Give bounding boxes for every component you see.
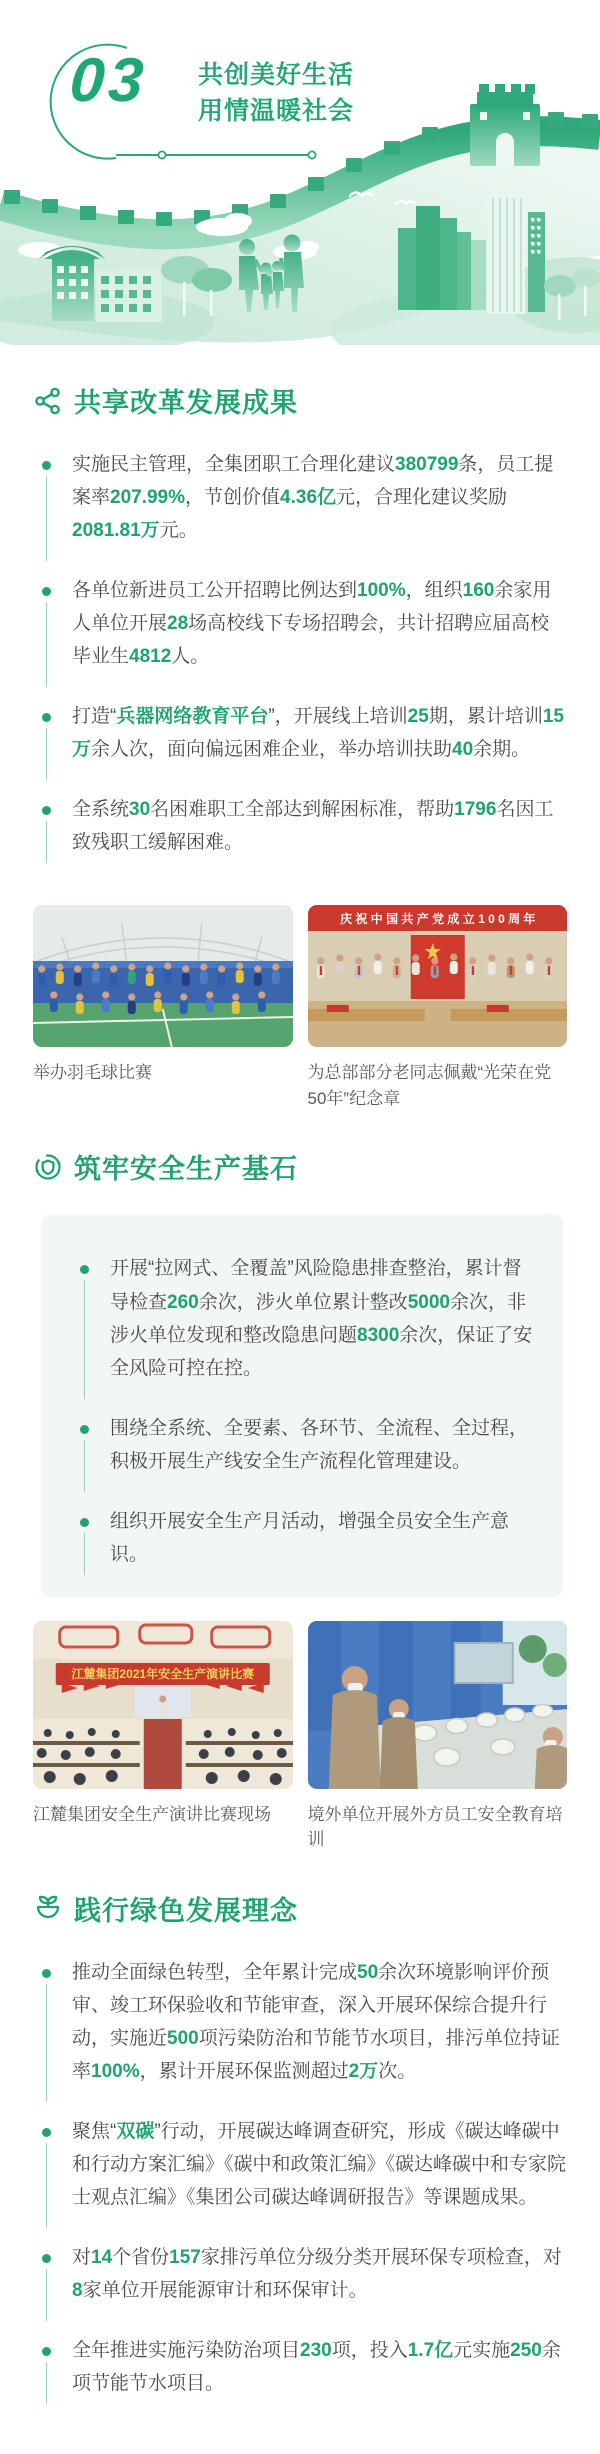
photo-row-1 xyxy=(33,905,567,1111)
section-green-development xyxy=(33,1889,567,2401)
photo-figure xyxy=(33,1621,293,1853)
photo-banner-text: 江麓集团2021年安全生产演讲比赛 xyxy=(71,1666,255,1681)
photo-banner-text: 庆 祝 中 国 共 产 党 成 立 1 0 0 周 年 xyxy=(339,912,535,927)
chapter-title-line-2: 用情温暖社会 xyxy=(198,96,355,125)
photo-caption: 境外单位开展外方员工安全教育培训 xyxy=(307,1804,563,1850)
chapter-logo xyxy=(30,22,390,182)
photo-badminton-match xyxy=(33,905,293,1047)
photo-caption: 为总部部分老同志佩戴“光荣在党50年”纪念章 xyxy=(307,1063,552,1108)
bullet-item: 实施民主管理，全集团职工合理化建议380799条，员工提案率207.99%，节创价值4.36亿元，合理化建议奖励2081.81万元。 xyxy=(33,448,567,547)
section-heading xyxy=(33,381,567,420)
photo-safety-training xyxy=(308,1621,568,1789)
watchtower xyxy=(470,84,540,166)
bullet-list xyxy=(33,448,567,859)
photo-figure xyxy=(308,1621,568,1853)
plant-icon xyxy=(33,1893,63,1923)
bullet-item: 组织开展安全生产月活动，增强全员安全生产意识。 xyxy=(71,1505,535,1571)
report-content xyxy=(0,381,600,2454)
section-heading xyxy=(33,1889,567,1928)
section-heading xyxy=(33,1147,567,1186)
photo-caption: 举办羽毛球比赛 xyxy=(33,1063,152,1083)
bullet-item: 打造“兵器网络教育平台”，开展线上培训25期，累计培训15万余人次，面向偏远困难企业，举办培训扶助40余期。 xyxy=(33,700,567,766)
section-title: 筑牢安全生产基石 xyxy=(74,1154,298,1185)
photo-row-2 xyxy=(33,1621,567,1853)
bullet-item: 聚焦“双碳”行动，开展碳达峰调查研究，形成《碳达峰碳中和行动方案汇编》《碳中和政策汇编》《碳达峰碳中和专家院士观点汇编》《集团公司碳达峰调研报告》等课题成果。 xyxy=(33,2115,567,2214)
chapter-number: 03 xyxy=(67,46,150,115)
photo-speech-contest xyxy=(33,1621,293,1789)
share-icon xyxy=(33,386,63,416)
bullet-item: 全系统30名困难职工全部达到解困标准，帮助1796名因工致残职工缓解困难。 xyxy=(33,793,567,859)
section-safety-foundation xyxy=(33,1147,567,1596)
section-reform-achievements xyxy=(33,381,567,859)
shield-icon xyxy=(33,1152,63,1182)
photo-figure xyxy=(33,905,293,1111)
bullet-item: 对14个省份157家排污单位分级分类开展环保专项检查，对8家单位开展能源审计和环保审计。 xyxy=(33,2241,567,2307)
bullet-item: 围绕全系统、全要素、各环节、全流程、全过程，积极开展生产线安全生产流程化管理建设。 xyxy=(71,1412,535,1478)
chapter-title-line-1: 共创美好生活 xyxy=(198,61,355,89)
chapter-title xyxy=(198,58,354,129)
photo-caption: 江麓集团安全生产演讲比赛现场 xyxy=(33,1804,271,1824)
photo-medal-ceremony xyxy=(308,905,568,1047)
bullet-list xyxy=(33,1956,567,2401)
bullet-list xyxy=(71,1252,535,1570)
section-title: 共享改革发展成果 xyxy=(74,388,298,418)
bullet-item: 各单位新进员工公开招聘比例达到100%，组织160余家用人单位开展28场高校线下专场招聘会，共计招聘应届高校毕业生4812人。 xyxy=(33,574,567,673)
bullet-item: 推动全面绿色转型，全年累计完成50余次环境影响评价预审、竣工环保验收和节能审查，深入开展环保综合提升行动，实施近500项污染防治和节能节水项目，排污单位持证率100%，累计开展环保监测超过2万次。 xyxy=(33,1956,567,2088)
bullet-item: 全年推进实施污染防治项目230项，投入1.7亿元实施250余项节能节水项目。 xyxy=(33,2334,567,2400)
bullet-item: 开展“拉网式、全覆盖”风险隐患排查整治，累计督导检查260余次，涉火单位累计整改5000余次，非涉火单位发现和整改隐患问题8300余次，保证了安全风险可控在控。 xyxy=(71,1252,535,1384)
safety-highlight-box xyxy=(41,1214,563,1596)
hero-header xyxy=(0,0,600,345)
section-title: 践行绿色发展理念 xyxy=(74,1895,298,1926)
photo-figure xyxy=(308,905,568,1111)
